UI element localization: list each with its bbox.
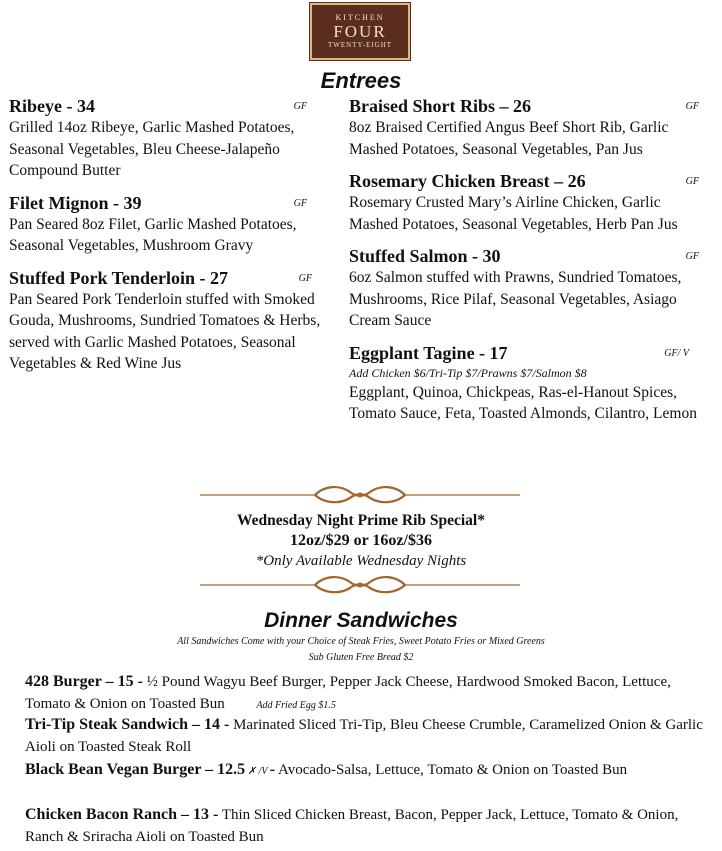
menu-item-description: 8oz Braised Certified Angus Beef Short Rib, Garlic Mashed Potatoes, Seasonal Vegetables, Pan Jus <box>349 119 669 158</box>
prime-rib-special <box>0 511 722 571</box>
dietary-tag: GF <box>685 176 699 187</box>
sandwich-description: Thin Sliced Chicken Breast, Bacon, Pepper Jack, Lettuce, Tomato & Onion, Ranch & Sriracha Aioli on Toasted Bun <box>25 807 679 845</box>
menu-item <box>349 245 699 332</box>
menu-item-description: Rosemary Crusted Mary’s Airline Chicken, Garlic Mashed Potatoes, Seasonal Vegetables, Herb Pan Jus <box>349 194 678 233</box>
sandwich-description: Marinated Sliced Tri-Tip, Bleu Cheese Crumble, Caramelized Onion & Garlic Aioli on Toasted Steak Roll <box>25 717 703 755</box>
logo-line-3: TWENTY-EIGHT <box>327 41 393 49</box>
sandwich-item <box>25 671 705 716</box>
dietary-tag: GF <box>685 251 699 262</box>
menu-item-description: Pan Seared 8oz Filet, Garlic Mashed Potatoes, Seasonal Vegetables, Mushroom Gravy <box>9 215 297 254</box>
sandwich-name: Tri-Tip Steak Sandwich – 14 - <box>25 716 230 733</box>
entrees-right-column <box>349 95 699 435</box>
dietary-tag: GF <box>293 101 307 112</box>
menu-item-name: Stuffed Pork Tenderloin - 27 <box>9 267 229 288</box>
sandwich-name: 428 Burger – 15 - <box>25 673 143 690</box>
sandwich-name: Chicken Bacon Ranch – 13 - <box>25 806 219 823</box>
menu-item-name: Braised Short Ribs – 26 <box>349 96 532 116</box>
sandwiches-title: Dinner Sandwiches <box>264 609 458 632</box>
menu-item-description: Eggplant, Quinoa, Chickpeas, Ras-el-Hanout Spices, Tomato Sauce, Feta, Toasted Almonds, Cilantro, Lemon <box>349 383 697 422</box>
menu-item-description: Pan Seared Pork Tenderloin stuffed with Smoked Gouda, Mushrooms, Sundried Tomatoes & Herbs, served with Garlic Mashed Potatoes, Seasonal Vegetables & Red Wine Jus <box>9 290 321 372</box>
sandwich-item <box>25 804 705 848</box>
special-title: Wednesday Night Prime Rib Special* <box>236 512 485 529</box>
menu-item <box>349 342 699 425</box>
logo-line-1: KITCHEN <box>335 13 385 22</box>
menu-item <box>349 170 699 235</box>
gluten-free-note: Sub Gluten Free Bread $2 <box>308 652 414 663</box>
menu-item <box>9 192 327 257</box>
dietary-tag: ✗ /V <box>245 766 270 777</box>
sandwich-dash: - <box>269 761 276 778</box>
special-note: *Only Available Wednesday Nights <box>255 553 467 569</box>
dietary-tag: GF <box>293 197 307 209</box>
special-prices: 12oz/$29 or 16oz/$36 <box>290 532 432 549</box>
menu-item-name: Ribeye - 34 <box>9 96 95 116</box>
sandwich-item <box>25 759 705 783</box>
ornament-divider-top <box>200 482 520 508</box>
dietary-tag: GF <box>298 272 312 284</box>
menu-item <box>9 95 327 182</box>
restaurant-logo <box>310 3 410 60</box>
menu-item <box>9 267 327 375</box>
entrees-title: Entrees <box>320 68 402 93</box>
menu-item-name: Filet Mignon - 39 <box>9 192 142 213</box>
logo-line-2: FOUR <box>333 22 387 41</box>
ornament-divider-bottom <box>200 572 520 598</box>
sandwiches-note: All Sandwiches Come with your Choice of Steak Fries, Sweet Potato Fries or Mixed Greens <box>177 636 545 647</box>
sandwich-name: Black Bean Vegan Burger – 12.5 <box>25 761 246 778</box>
menu-item <box>349 95 699 160</box>
dietary-tag: GF <box>685 101 699 112</box>
sandwich-addon: Add Fried Egg $1.5 <box>256 699 336 711</box>
menu-item-name: Stuffed Salmon - 30 <box>349 246 501 266</box>
menu-item-description: Grilled 14oz Ribeye, Garlic Mashed Potatoes, Seasonal Vegetables, Bleu Cheese-Jalapeño Compound Butter <box>9 119 295 179</box>
entrees-left-column <box>9 95 327 385</box>
sandwich-item <box>25 714 705 758</box>
sandwich-description: Avocado-Salsa, Lettuce, Tomato & Onion on Toasted Bun <box>275 762 628 778</box>
dietary-tag: GF/ V <box>664 347 689 359</box>
sandwich-description: ½ Pound Wagyu Beef Burger, Pepper Jack Cheese, Hardwood Smoked Bacon, Lettuce, Tomato & Onion on Toasted Bun <box>25 674 671 712</box>
menu-item-name: Eggplant Tagine - 17 <box>349 342 508 363</box>
menu-item-addons: Add Chicken $6/Tri-Tip $7/Prawns $7/Salmon $8 <box>349 365 587 380</box>
menu-item-name: Rosemary Chicken Breast – 26 <box>349 171 586 191</box>
menu-item-description: 6oz Salmon stuffed with Prawns, Sundried Tomatoes, Mushrooms, Rice Pilaf, Seasonal Vegetables, Asiago Cream Sauce <box>349 269 682 329</box>
